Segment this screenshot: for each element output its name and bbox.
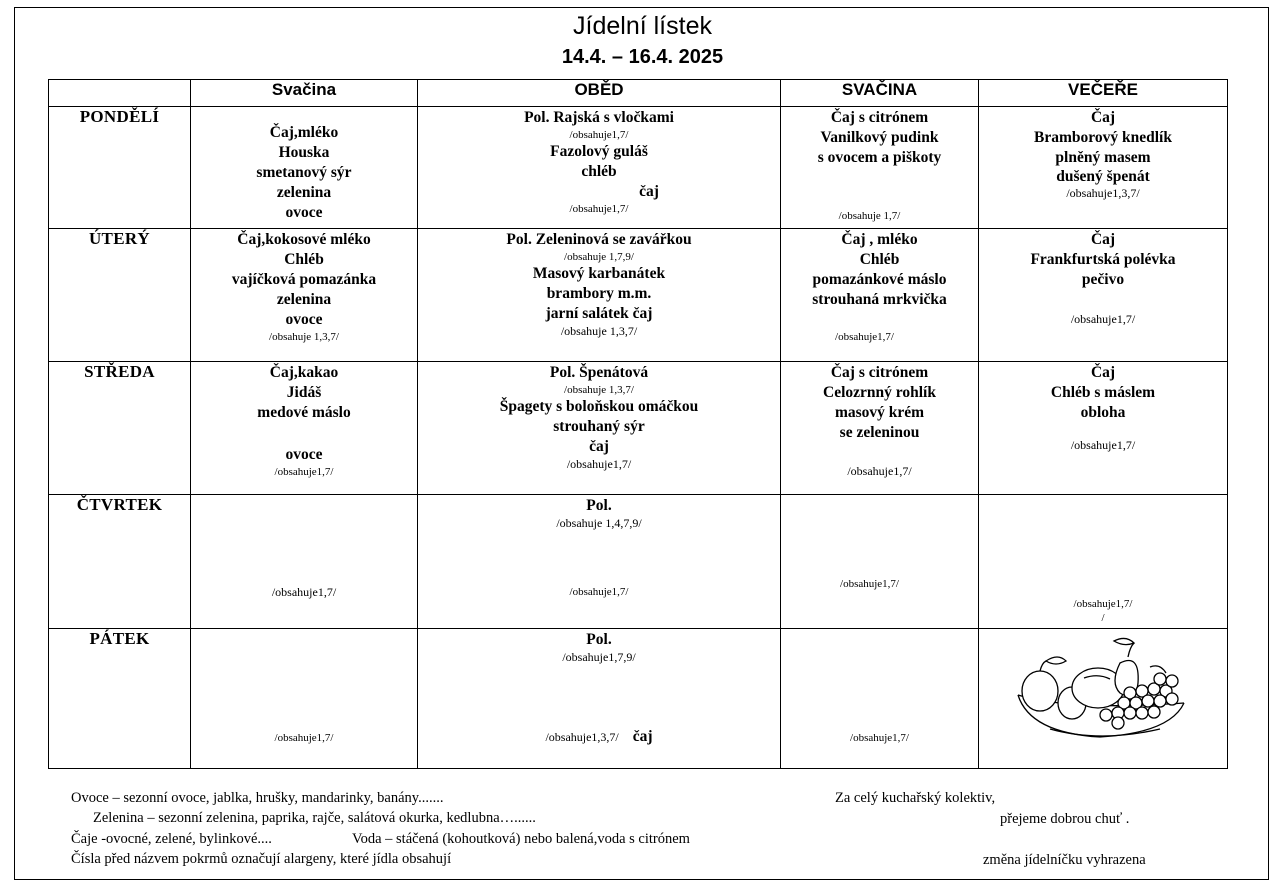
fruit-bowl-illustration bbox=[1010, 633, 1190, 743]
menu-item: Celozrnný rohlík bbox=[823, 384, 936, 401]
menu-item: Špagety s boloňskou omáčkou bbox=[499, 398, 699, 415]
menu-item: Pol. bbox=[586, 497, 612, 514]
menu-item: obloha bbox=[1080, 404, 1126, 421]
menu-item: Houska bbox=[278, 144, 330, 161]
cell-vecere bbox=[979, 495, 1228, 629]
cell-obed bbox=[418, 362, 781, 495]
menu-item: Čaj,kakao bbox=[269, 364, 339, 381]
allergen-note: /obsahuje1,7/ bbox=[566, 457, 632, 471]
allergen-note: /obsahuje1,7/ bbox=[1070, 438, 1136, 452]
allergen-note: /obsahuje 1,7/ bbox=[838, 210, 901, 222]
menu-item: Pol. bbox=[586, 631, 612, 648]
footer-tea-note: Čaje -ovocné, zelené, bylinkové.... bbox=[71, 831, 272, 847]
footer-change-note: změna jídelníčku vyhrazena bbox=[983, 852, 1146, 868]
menu-item: Bramborový knedlík bbox=[1034, 129, 1172, 146]
menu-item: pomazánkové máslo bbox=[812, 271, 947, 288]
allergen-note: /obsahuje1,7/ bbox=[850, 732, 909, 744]
allergen-note: / bbox=[1101, 612, 1105, 624]
cell-svacina1 bbox=[191, 229, 418, 362]
menu-item: jarní salátek čaj bbox=[545, 305, 653, 322]
day-row-monday bbox=[49, 107, 1228, 229]
menu-item: pečivo bbox=[1081, 271, 1125, 288]
menu-item: Vanilkový pudink bbox=[820, 129, 939, 146]
allergen-note: /obsahuje 1,3,7/ bbox=[269, 331, 339, 343]
menu-item: ovoce bbox=[285, 446, 323, 463]
allergen-note: /obsahuje1,7/ bbox=[847, 464, 912, 478]
date-range: 14.4. – 16.4. 2025 bbox=[561, 46, 724, 68]
menu-item: strouhaný sýr bbox=[553, 418, 645, 435]
menu-item: Čaj s citrónem bbox=[830, 109, 929, 126]
menu-item: se zeleninou bbox=[839, 424, 920, 441]
day-row-tuesday bbox=[49, 229, 1228, 362]
menu-item: Jidáš bbox=[286, 384, 322, 401]
menu-item: Čaj s citrónem bbox=[830, 364, 929, 381]
col-header-vecere: VEČEŘE bbox=[979, 80, 1228, 107]
cell-svacina2 bbox=[781, 495, 979, 629]
footer-water-note: Voda – stáčená (kohoutková) nebo balená,voda s citrónem bbox=[352, 831, 690, 847]
day-label: STŘEDA bbox=[49, 362, 191, 495]
col-header-svacina: Svačina bbox=[191, 80, 418, 107]
allergen-note: /obsahuje1,7/ bbox=[569, 203, 629, 215]
menu-item: Čaj bbox=[1090, 364, 1116, 381]
menu-item: zelenina bbox=[276, 184, 332, 201]
cell-svacina1 bbox=[191, 362, 418, 495]
menu-item: Čaj,mléko bbox=[269, 124, 339, 141]
allergen-note: /obsahuje1,3,7/ bbox=[1066, 186, 1140, 200]
menu-item: smetanový sýr bbox=[256, 164, 352, 181]
menu-item: Frankfurtská polévka bbox=[1030, 251, 1176, 268]
footer-allergen-note: Čísla před názvem pokrmů označují alargeny, které jídla obsahují bbox=[71, 851, 452, 867]
menu-item: medové máslo bbox=[257, 404, 351, 421]
day-label: PÁTEK bbox=[49, 629, 191, 769]
allergen-note: /obsahuje 1,7,9/ bbox=[564, 251, 634, 263]
menu-item: Chléb bbox=[859, 251, 900, 268]
allergen-note: /obsahuje 1,3,7/ bbox=[564, 384, 634, 396]
menu-item: Čaj bbox=[1090, 231, 1116, 248]
menu-item: Chléb s máslem bbox=[1050, 384, 1156, 401]
footer-greeting: přejeme dobrou chuť . bbox=[1000, 811, 1130, 827]
header-row bbox=[49, 80, 1228, 107]
menu-item: masový krém bbox=[834, 404, 925, 421]
day-label: ČTVRTEK bbox=[49, 495, 191, 629]
allergen-note: /obsahuje1,3,7/ bbox=[545, 730, 619, 744]
corner-cell bbox=[49, 80, 191, 107]
menu-item: Chléb bbox=[284, 251, 324, 268]
footer-fruit-note: Ovoce – sezonní ovoce, jablka, hrušky, mandarinky, banány....... bbox=[71, 790, 444, 806]
cell-obed bbox=[418, 495, 781, 629]
menu-item: plněný masem bbox=[1055, 149, 1151, 166]
menu-item: Pol. Rajská s vločkami bbox=[524, 109, 674, 126]
menu-item: čaj bbox=[639, 183, 659, 200]
day-label: PONDĚLÍ bbox=[49, 107, 191, 229]
menu-item: zelenina bbox=[276, 291, 332, 308]
cell-vecere bbox=[979, 229, 1228, 362]
allergen-note: /obsahuje1,7/ bbox=[274, 466, 334, 478]
cell-svacina1 bbox=[191, 107, 418, 229]
menu-item: Masový karbanátek bbox=[532, 265, 666, 282]
allergen-note: /obsahuje 1,4,7,9/ bbox=[556, 516, 642, 530]
cell-svacina1 bbox=[191, 495, 418, 629]
menu-item: brambory m.m. bbox=[546, 285, 652, 302]
allergen-note: /obsahuje1,7/ bbox=[569, 129, 629, 141]
menu-item: strouhaná mrkvička bbox=[812, 291, 947, 308]
col-header-obed: OBĚD bbox=[418, 80, 781, 107]
page-title: Jídelní lístek bbox=[573, 12, 712, 40]
menu-item: ovoce bbox=[285, 311, 323, 328]
cell-svacina2 bbox=[781, 629, 979, 769]
allergen-note: /obsahuje1,7/ bbox=[1070, 312, 1136, 326]
cell-obed bbox=[418, 229, 781, 362]
menu-item: Čaj,kokosové mléko bbox=[237, 231, 371, 248]
cell-svacina2 bbox=[781, 107, 979, 229]
menu-item: s ovocem a piškoty bbox=[817, 149, 942, 166]
allergen-note: /obsahuje1,7/ bbox=[274, 732, 334, 744]
menu-item: čaj bbox=[632, 728, 653, 745]
allergen-note: /obsahuje1,7,9/ bbox=[562, 650, 636, 664]
day-label: ÚTERÝ bbox=[49, 229, 191, 362]
cell-svacina2 bbox=[781, 362, 979, 495]
menu-item: Pol. Zeleninová se zavářkou bbox=[506, 231, 692, 248]
menu-item: Čaj , mléko bbox=[841, 231, 918, 248]
menu-item: Pol. Špenátová bbox=[549, 364, 649, 381]
cell-obed bbox=[418, 629, 781, 769]
footer-signature: Za celý kuchařský kolektiv, bbox=[835, 790, 996, 806]
cell-svacina1 bbox=[191, 629, 418, 769]
allergen-note: /obsahuje1,7/ bbox=[569, 586, 629, 598]
menu-item: Fazolový guláš bbox=[550, 143, 648, 160]
cell-vecere bbox=[979, 362, 1228, 495]
menu-item: chléb bbox=[581, 163, 617, 180]
menu-item: ovoce bbox=[285, 204, 323, 221]
allergen-note: /obsahuje 1,3,7/ bbox=[560, 324, 638, 338]
cell-vecere bbox=[979, 107, 1228, 229]
day-row-thursday bbox=[49, 495, 1228, 629]
menu-item: vajíčková pomazánka bbox=[231, 271, 377, 288]
allergen-note: /obsahuje1,7/ bbox=[835, 331, 894, 343]
cell-svacina2 bbox=[781, 229, 979, 362]
allergen-note: /obsahuje1,7/ bbox=[271, 585, 337, 599]
allergen-note: /obsahuje1,7/ bbox=[840, 578, 899, 590]
cell-obed bbox=[418, 107, 781, 229]
menu-item: čaj bbox=[589, 438, 609, 455]
menu-item: dušený špenát bbox=[1056, 168, 1150, 185]
col-header-svacina2: SVAČINA bbox=[781, 80, 979, 107]
day-row-wednesday bbox=[49, 362, 1228, 495]
allergen-note: /obsahuje1,7/ bbox=[1073, 598, 1133, 610]
footer-vegetable-note: Zelenina – sezonní zelenina, paprika, rajče, salátová okurka, kedlubna…...... bbox=[93, 810, 536, 826]
menu-item: Čaj bbox=[1090, 109, 1116, 126]
